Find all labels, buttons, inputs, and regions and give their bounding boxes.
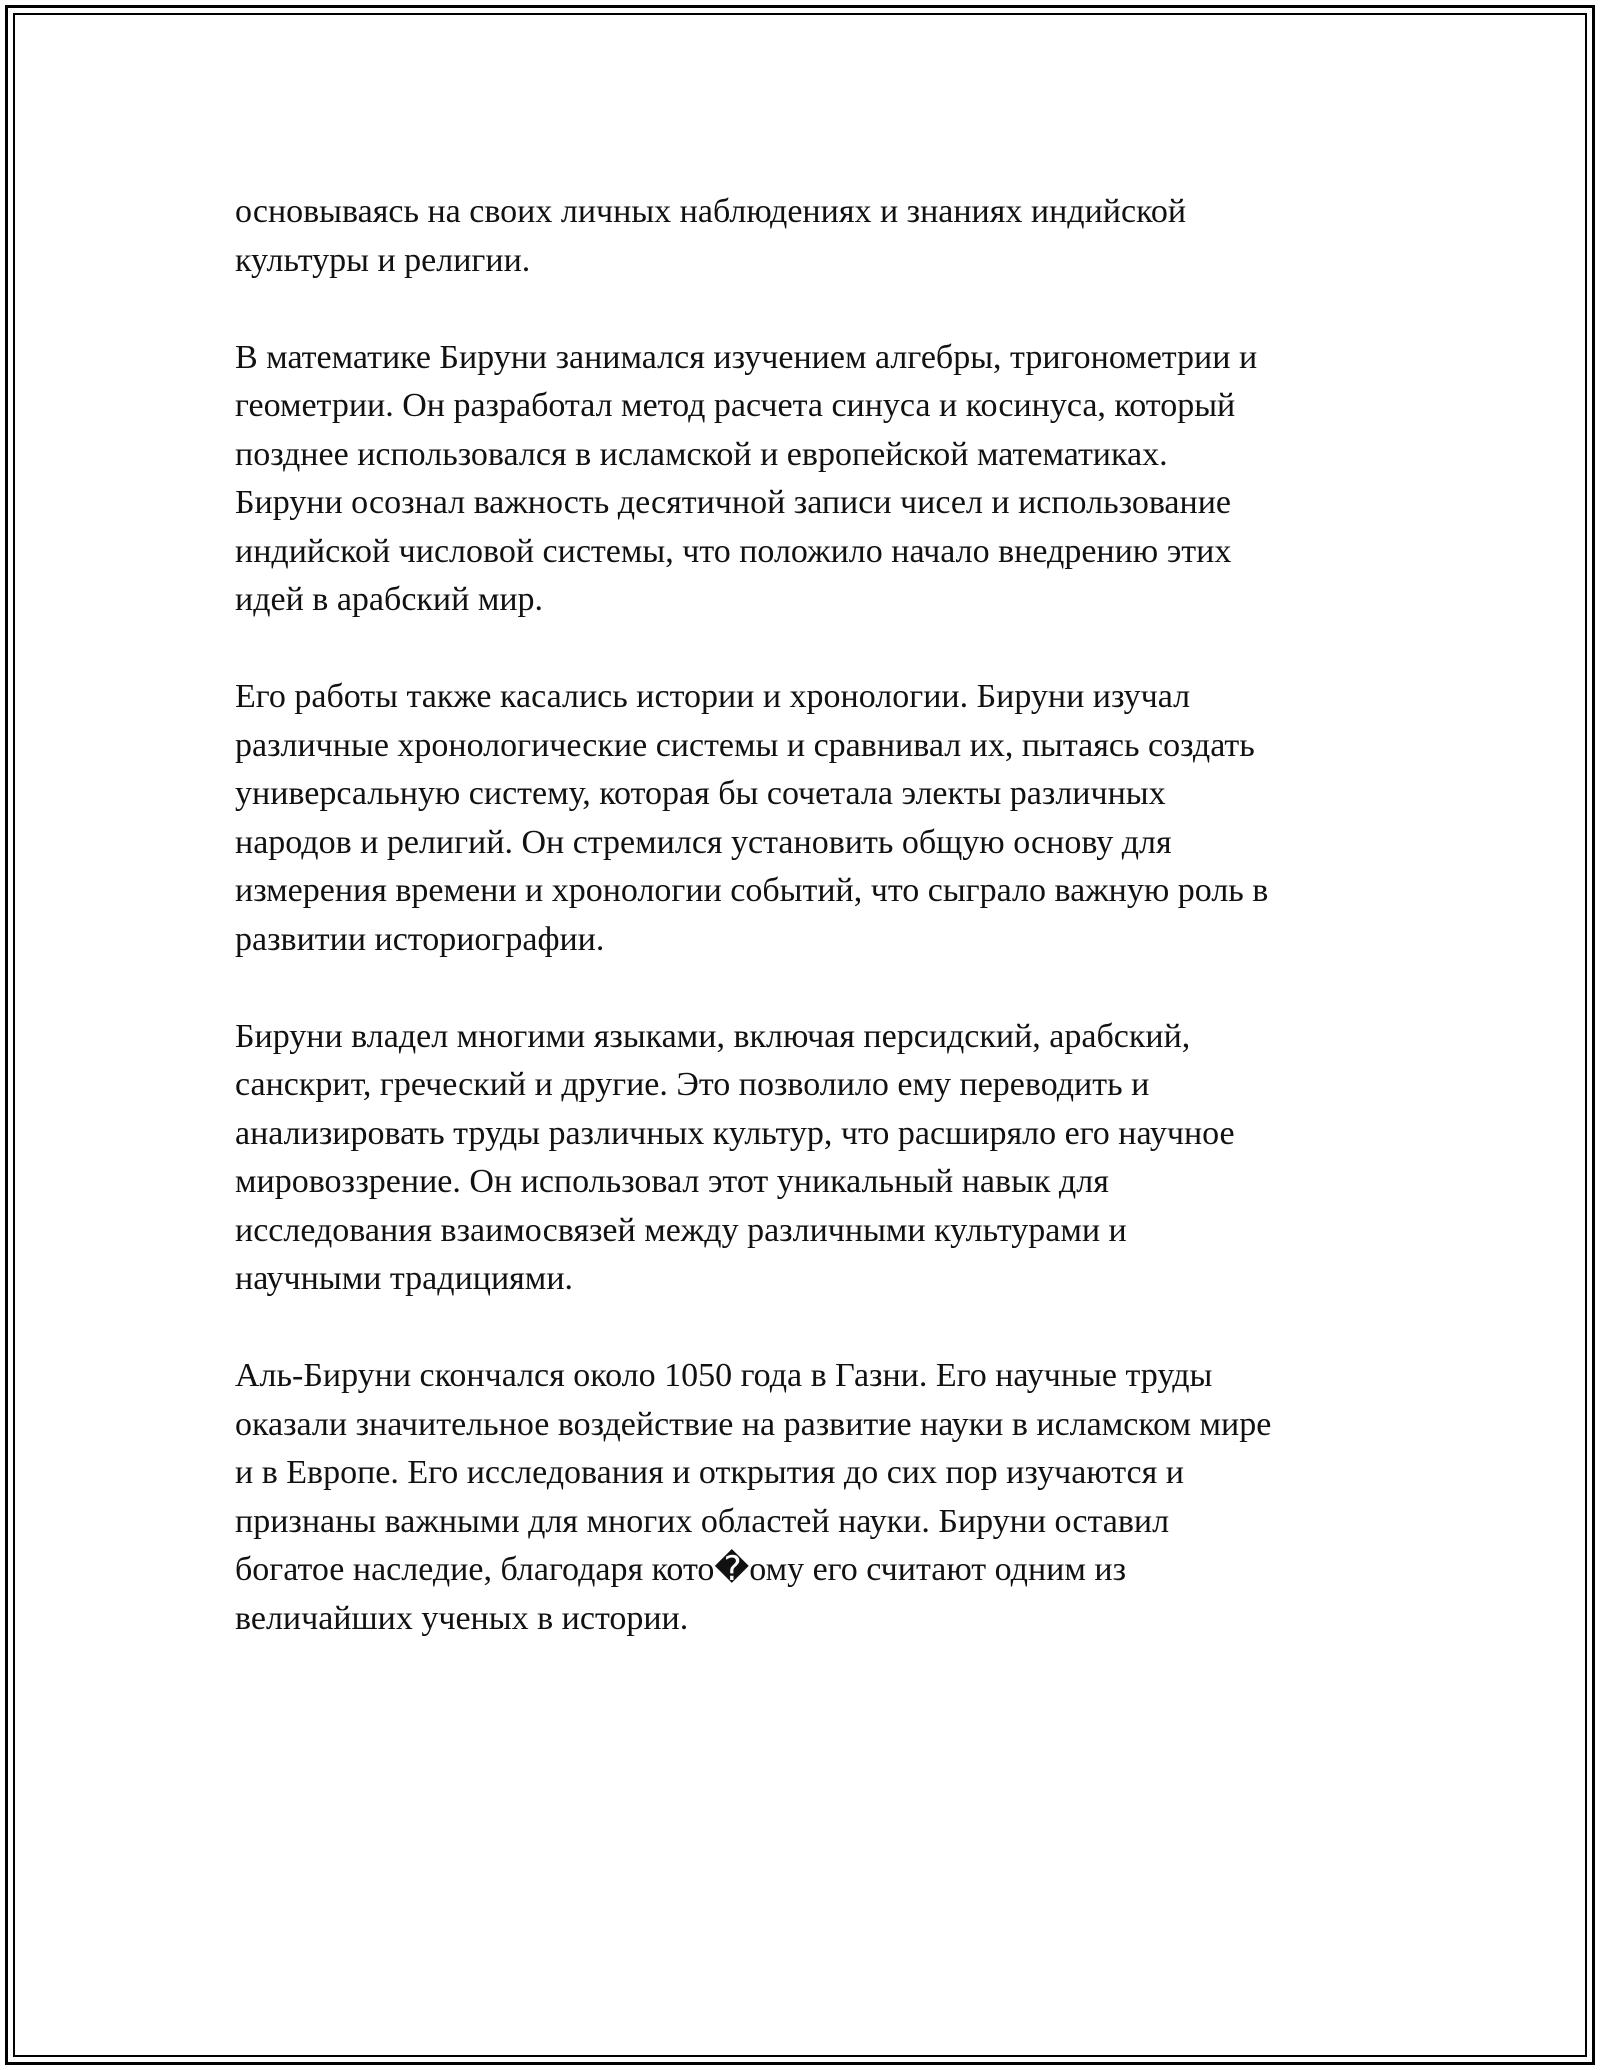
- text-line: В математике Бируни занимался изучением алгебры, тригонометрии и: [235, 338, 1258, 376]
- text-line: богатое наследие, благодаря кото�ому его считают одним из: [235, 1551, 1127, 1588]
- text-line: научными традициями.: [235, 1260, 574, 1297]
- text-line: культуры и религии.: [235, 241, 531, 279]
- text-line: народов и религий. Он стремился установить общую основу для: [235, 823, 1172, 861]
- document-body: [235, 188, 1375, 1692]
- text-line: индийской числовой системы, что положило начало внедрению этих: [235, 532, 1232, 570]
- paragraph: [235, 1352, 1375, 1643]
- text-line: измерения времени и хронологии событий, что сыграло важную роль в: [235, 872, 1269, 909]
- paragraph: [235, 334, 1375, 625]
- text-line: мировоззрение. Он использовал этот уникальный навык для: [235, 1163, 1109, 1200]
- text-line: основываясь на своих личных наблюдениях и знаниях индийской: [235, 193, 1187, 230]
- text-line: различные хронологические системы и сравнивал их, пытаясь создать: [235, 726, 1255, 764]
- paragraph: [235, 673, 1375, 964]
- text-line: Бируни осознал важность десятичной записи чисел и использование: [235, 484, 1231, 521]
- text-line: Аль-Бируни скончался около 1050 года в Газни. Его научные труды: [235, 1357, 1213, 1394]
- text-line: Бируни владел многими языками, включая персидский, арабский,: [235, 1017, 1191, 1055]
- text-line: универсальную систему, которая бы сочетала электы различных: [235, 775, 1166, 812]
- text-line: санскрит, греческий и другие. Это позволило ему переводить и: [235, 1066, 1150, 1103]
- text-line: идей в арабский мир.: [235, 581, 544, 618]
- text-line: оказали значительное воздействие на развитие науки в исламском мире: [235, 1405, 1272, 1443]
- text-line: геометрии. Он разработал метод расчета синуса и косинуса, который: [235, 387, 1236, 424]
- text-line: исследования взаимосвязей между различными культурами и: [235, 1211, 1127, 1249]
- text-line: признаны важными для многих областей науки. Бируни оставил: [235, 1502, 1170, 1540]
- text-line: развитии историографии.: [235, 920, 605, 958]
- text-line: анализировать труды различных культур, что расширяло его научное: [235, 1114, 1235, 1152]
- paragraph: [235, 1013, 1375, 1304]
- text-line: позднее использовался в исламской и европейской математиках.: [235, 435, 1168, 473]
- text-line: Его работы также касались истории и хронологии. Бируни изучал: [235, 678, 1191, 715]
- text-line: величайших ученых в истории.: [235, 1599, 689, 1637]
- paragraph: [235, 188, 1375, 285]
- text-line: и в Европе. Его исследования и открытия до сих пор изучаются и: [235, 1454, 1184, 1491]
